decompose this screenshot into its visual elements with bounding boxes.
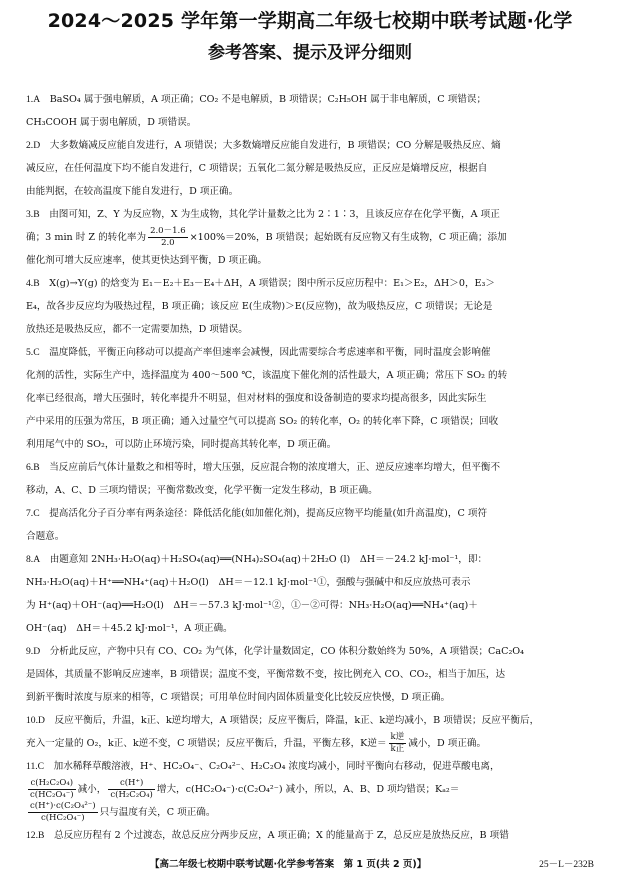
footer-code: 25－L－232B	[539, 860, 594, 870]
fraction: $\frac{2.0-1.6}{2.0}$	[150, 226, 186, 248]
answer-item: 9.D 分析此反应，产物中只有 CO、CO₂ 为气体，化学计量数固定，CO 体积分数始终为 50%，A 项错误；CaC₂O₄ 是固体，其质量不影响反应速率，B 项错误；温度不变，平衡常数不变，按比例充入 CO、CO₂，相当于加压，达 到新平衡时浓度与原来的相等，C 项错误；可用单位时间内固体质量变化比较反应快慢，D 项正确。	[26, 646, 525, 703]
answer-item: 4.B X(g)→Y(g) 的焓变为 E₁－E₂＋E₃－E₄＋ΔH，A 项错误；图中所示反应历程中：E₁＞E₂，ΔH＞0，E₃＞ E₄，故各步反应均为吸热过程，B 项正确；该反应 E(生成物)＞E(反应物)，故为吸热反应，C 项错误；无论是 放热还是吸热反应，都不一定需要加热，D 项错误。	[26, 278, 495, 335]
fraction: $\frac{\text{k逆}}{\text{k正}}$	[390, 732, 405, 754]
answer-item: 8.A 由题意知 2NH₃·H₂O(aq)＋H₂SO₄(aq)══(NH₄)₂SO₄(aq)＋2H₂O (l) ΔH＝－24.2 kJ·mol⁻¹，即： NH₃·H₂O(aq)＋H⁺══NH₄⁺(aq)＋H₂O(l) ΔH＝－12.1 kJ·mol⁻¹①，强酸与强碱中和反应放热可表示 为 H⁺(aq)＋OH⁻(aq)══H₂O(l) ΔH＝－57.3 kJ·mol⁻¹②，①－②可得：NH₃·H₂O(aq)══NH₄⁺(aq)＋ OH⁻(aq) ΔH＝＋45.2 kJ·mol⁻¹，A 项正确。	[26, 554, 488, 634]
answer-list	[26, 88, 596, 847]
fraction: $\frac{c(H^+)}{\text{c(H₂C₂O₄)}}$	[110, 778, 153, 800]
page-subtitle: 参考答案、提示及评分细则	[208, 43, 412, 63]
fraction: $\frac{\text{c(H₂C₂O₄)}}{\text{c(HC₂O₄⁻)}}$	[30, 778, 74, 800]
answer-item: 2.D 大多数熵减反应能自发进行，A 项错误；大多数熵增反应能自发进行，B 项错误；CO 分解是吸热反应、熵 减反应，在任何温度下均不能自发进行，C 项错误；五氧化二氮分解是吸热反应，正反应是熵增反应，根据自 由能判据，在较高温度下能自发进行，D 项正确。	[26, 140, 501, 197]
answer-item: 6.B 当反应前后气体计量数之和相等时，增大压强，反应混合物的浓度增大，正、逆反应速率均增大，但平衡不 移动，A、C、D 三项均错误；平衡常数改变，化学平衡一定发生移动，B 项正确。	[26, 462, 501, 496]
page-title: 2024～2025 学年第一学期高二年级七校期中联考试题·化学	[47, 10, 573, 32]
answer-item: 7.C 提高活化分子百分率有两条途径：降低活化能(如加催化剂)，提高反应物平均能量(如升高温度)，C 项符 合题意。	[26, 508, 488, 542]
answer-item: 1.A BaSO₄ 属于强电解质，A 项正确；CO₂ 不是电解质，B 项错误；C₂H₅OH 属于非电解质，C 项错误； CH₃COOH 属于弱电解质，D 项错误。	[26, 94, 487, 128]
answer-item: 10.D 反应平衡后，升温，k正、k逆均增大，A 项错误；反应平衡后，降温，k正、k逆均减小，B 项错误；反应平衡后， 充入一定量的 O₂，k正、k逆不变，C 项错误；反应平衡后，升温，平衡左移，K逆＝ $\frac{\text{k逆}}{\text{k正}}$ 减小，D 项正确。	[26, 715, 540, 754]
footer-page-info: 【高二年级七校期中联考试题·化学参考答案 第 1 页(共 2 页)】	[150, 859, 427, 870]
answer-item: 12.B 总反应历程有 2 个过渡态，故总反应分两步反应，A 项正确；X 的能量高于 Z，总反应是放热反应，B 项错	[26, 830, 509, 841]
fraction: $\frac{\text{c(H⁺)·c(C₂O₄²⁻)}}{\text{c(HC₂O₄⁻)}}$	[30, 801, 96, 823]
answer-item: 5.C 温度降低，平衡正向移动可以提高产率但速率会减慢，因此需要综合考虑速率和平衡，同时温度会影响催 化剂的活性，实际生产中，选择温度为 400～500 ℃，该温度下催化剂的活性最大，A 项正确；常压下 SO₂ 的转 化率已经很高，增大压强时，转化率提升不明显，但对材料的强度和设备制造的要求均提高很多，因此实际生 产中采用的压强为常压，B 项正确；通入过量空气可以提高 SO₂ 的转化率，O₂ 的转化率下降，C 项错误；回收 利用尾气中的 SO₂，可以防止环境污染，同时提高其转化率，D 项正确。	[26, 347, 508, 450]
answer-item: 3.B 由图可知，Z、Y 为反应物，X 为生成物，其化学计量数之比为 2∶1∶3，且该反应存在化学平衡，A 项正 确；3 min 时 Z 的转化率为 $\frac{2.0-1.6}{2.0}$ ×100%＝20%，B 项错误；起始既有反应物又有生成物，C 项正确；添加 催化剂可增大反应速率，使其更快达到平衡，D 项正确。	[26, 209, 507, 266]
answer-item: 11.C 加水稀释草酸溶液，H⁺、HC₂O₄⁻、C₂O₄²⁻、H₂C₂O₄ 浓度均减小，同时平衡向右移动，促进草酸电离， $\frac{\text{c(H₂C₂O₄)}}{\text{c(HC₂O₄⁻)}}$ 减小， $\frac{c(H^+)}{\text{c(H₂C₂O₄)}}$ 增大，c(HC₂O₄⁻)·c(C₂O₄²⁻) 减小，所以，A、B、D 项均错误；Kₐ₂＝ $\frac{\text{c(H⁺)·c(C₂O₄²⁻)}}{\text{c(HC₂O₄⁻)}}$ 只与温度有关，C 项正确。	[26, 761, 500, 823]
